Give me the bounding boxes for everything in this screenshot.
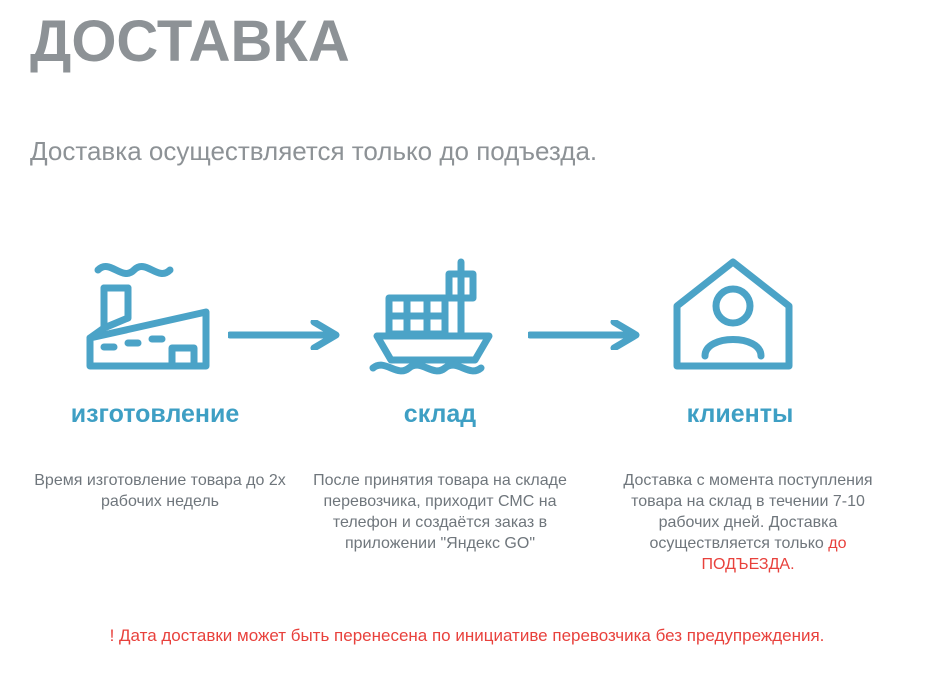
flow-arrow-1	[228, 320, 348, 350]
flow-description-warehouse: После принятия товара на складе перевозчика, приходит СМС на телефон и создаётся заказ в приложении "Яндекс GO"	[313, 472, 567, 553]
flow-label-clients: клиенты	[686, 400, 794, 428]
flow-description-clients	[618, 470, 878, 576]
footnote-warning: ! Дата доставки может быть перенесена по инициативе перевозчика без предупреждения.	[109, 626, 825, 645]
process-flow	[0, 245, 934, 405]
flow-arrow-2	[528, 320, 648, 350]
cargo-ship-icon	[365, 248, 515, 393]
flow-label-warehouse: склад	[403, 400, 477, 428]
flow-description-clients-highlight: до ПОДЪЕЗДА.	[701, 535, 847, 574]
flow-label-factory: изготовление	[70, 400, 240, 428]
flow-labels	[0, 400, 934, 440]
flow-step-factory	[55, 245, 255, 395]
flow-step-clients	[640, 245, 840, 395]
house-person-icon	[665, 248, 815, 393]
flow-description-factory: Время изготовление товара до 2х рабочих недель	[34, 472, 286, 511]
page-subtitle: Доставка осуществляется только до подъезда.	[30, 136, 598, 166]
flow-description-clients-main: Доставка с момента поступления товара на склад в течении 7-10 рабочих дней. Доставка осуществляется только	[623, 472, 873, 553]
factory-icon	[80, 248, 230, 393]
page-title: ДОСТАВКА	[30, 9, 350, 74]
flow-step-warehouse	[340, 245, 540, 395]
